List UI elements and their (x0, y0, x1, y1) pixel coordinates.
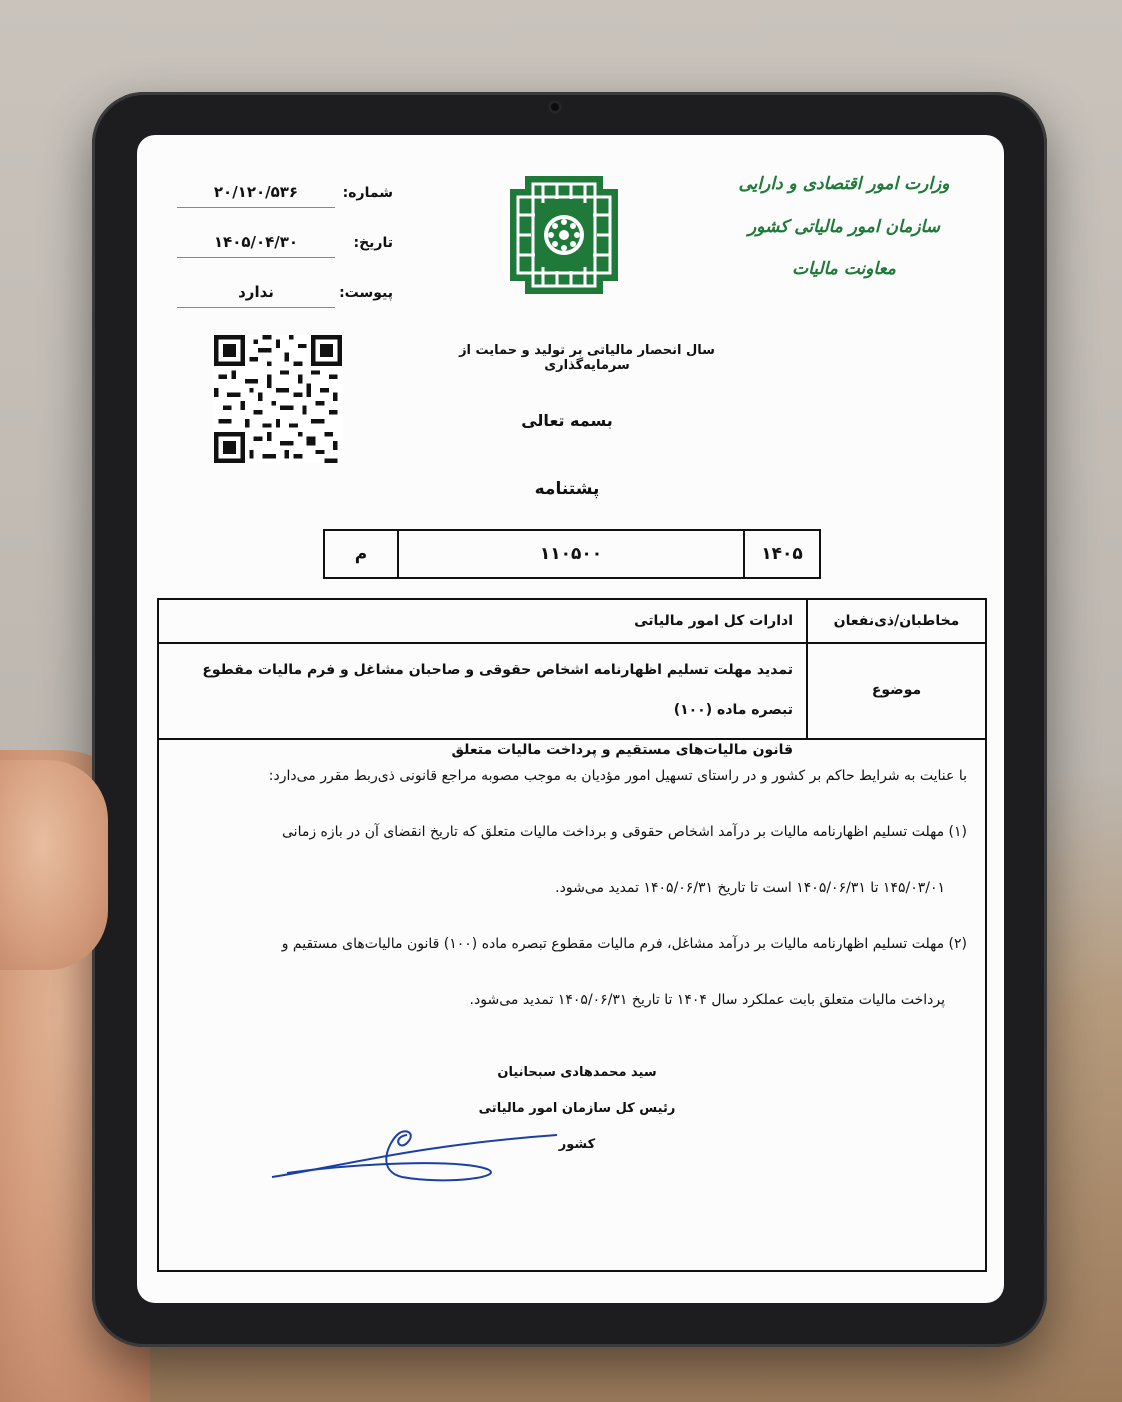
recipients-label: مخاطبان/ذی‌نفعان (806, 600, 985, 642)
recipients-row (159, 600, 985, 644)
tablet-screen (137, 135, 1004, 1303)
qr-code (213, 335, 343, 463)
subject-line-1: تمدید مهلت تسلیم اظهارنامه اشخاص حقوقی و صاحبان مشاغل و فرم مالیات مقطوع تبصره ماده (۱۰۰) (202, 662, 793, 718)
body-item-1-line-2: ۱۴۵/۰۳/۰۱ تا ۱۴۰۵/۰۶/۳۱ است تا تاریخ ۱۴۰۵/۰۶/۳۱ تمدید می‌شود. (555, 880, 945, 896)
signer-title: رئیس کل سازمان امور مالیاتی کشور (478, 1101, 676, 1152)
ref-number: ۱۱۰۵۰۰ (397, 531, 743, 577)
ref-suffix: م (354, 544, 368, 564)
signer-name: سید محمدهادی سبحانیان (497, 1065, 657, 1080)
body-item-1-line-1: (۱) مهلت تسلیم اظهارنامه مالیات بر درآمد اشخاص حقوقی و برداخت مالیات متعلق که تاریخ انقضای آن در بازه زمانی (282, 824, 967, 840)
body-intro: با عنایت به شرایط حاکم بر کشور و در راستای تسهیل امور مؤدیان به موجب مصوبه مراجع قانونی ذی‌ربط مقرر می‌دارد: (268, 768, 967, 784)
attachment-value: ندارد (177, 283, 335, 308)
attachment-row (173, 279, 393, 329)
number-value: ۲۰/۱۲۰/۵۳۶ (177, 183, 335, 208)
ref-year: ۱۴۰۵ (743, 531, 819, 577)
document-type-heading: پشتنامه (534, 479, 600, 499)
thumb (0, 760, 108, 970)
tax-organization-logo (509, 175, 619, 295)
subject-label: موضوع (806, 642, 985, 738)
number-label: شماره: (342, 185, 393, 201)
date-label: تاریخ: (353, 235, 393, 251)
ministry-line-3: معاونت مالیات (792, 259, 896, 280)
letter-meta (173, 179, 393, 329)
tax-document (137, 135, 1004, 1303)
year-slogan: سال ‌انحصار مالیاتی بر تولید و حمایت از سرمایه‌گذاری (459, 343, 715, 373)
recipients-value: ادارات کل امور مالیاتی (634, 613, 793, 629)
subject-row (159, 642, 985, 758)
ministry-line-1: وزارت امور اقتصادی و دارایی (738, 174, 950, 194)
reference-number-box (323, 529, 821, 579)
subject-line-2: قانون مالیات‌های مستقیم و پرداخت مالیات متعلق (451, 742, 793, 758)
letter-body (177, 748, 967, 1028)
body-item-2-line-2: پرداخت مالیات متعلق بابت عملکرد سال ۱۴۰۴ تا تاریخ ۱۴۰۵/۰۶/۳۱ تمدید می‌شود. (469, 992, 945, 1008)
attachment-label: پیوست: (339, 285, 393, 301)
number-row (173, 179, 393, 229)
basmala-heading: بسمه تعالی (521, 411, 613, 430)
date-row (173, 229, 393, 279)
ministry-line-2: سازمان امور مالیاتی کشور (748, 216, 940, 237)
body-item-2-line-1: (۲) مهلت تسلیم اظهارنامه مالیات بر درآمد مشاغل، فرم مالیات مقطوع تبصره ماده (۱۰۰) قانون مالیات‌های مستقیم و (281, 936, 967, 952)
front-camera (548, 100, 562, 114)
handwritten-signature (267, 1115, 567, 1185)
date-value: ۱۴۰۵/۰۴/۳۰ (177, 233, 335, 258)
ministry-header (734, 175, 954, 303)
